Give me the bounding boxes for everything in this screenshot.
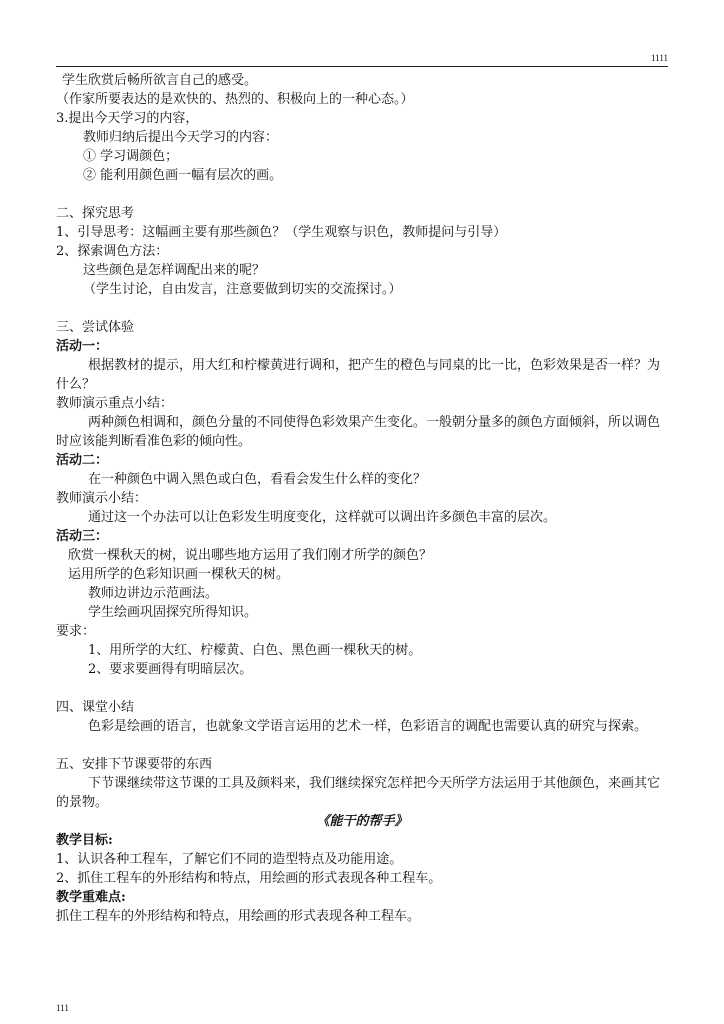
text-line: 教师边讲边示范画法。 bbox=[88, 586, 219, 601]
paragraph bbox=[56, 774, 668, 812]
text-line: 在一种颜色中调入黑色或白色，看看会发生什么样的变化？ bbox=[88, 472, 427, 487]
text-line: 1、引导思考：这幅画主要有那些颜色？（学生观察与识色，教师提问与引导） bbox=[56, 225, 507, 240]
text-line: 1、认识各种工程车，了解它们不同的造型特点及功能用途。 bbox=[56, 852, 403, 867]
header-page-number: 1111 bbox=[651, 53, 668, 63]
blank-line bbox=[56, 679, 668, 698]
blank-line bbox=[56, 736, 668, 755]
blank-line bbox=[56, 299, 668, 318]
activity-heading: 活动一： bbox=[56, 339, 109, 354]
text-line: 2、抓住工程车的外形结构和特点，用绘画的形式表现各种工程车。 bbox=[56, 871, 442, 886]
text-line: （作家所要表达的是欢快的、热烈的、积极向上的一种心态。） bbox=[56, 92, 414, 107]
text-line: 要求： bbox=[56, 624, 96, 639]
paragraph bbox=[56, 413, 668, 451]
text-line: 1、用所学的大红、柠檬黄、白色、黑色画一棵秋天的树。 bbox=[88, 643, 422, 658]
section-heading: 三、尝试体验 bbox=[56, 320, 135, 335]
document-body bbox=[56, 71, 668, 926]
paragraph-text: 色彩是绘画的语言，也就象文学语言运用的艺术一样，色彩语言的调配也需要认真的研究与探索。 bbox=[88, 719, 648, 734]
text-line: 教师演示重点小结： bbox=[56, 396, 174, 411]
lesson-title: 《能干的帮手》 bbox=[316, 814, 408, 829]
subsection-heading: 教学目标: bbox=[56, 833, 113, 848]
text-line: 这些颜色是怎样调配出来的呢？ bbox=[83, 263, 266, 278]
subsection-heading: 教学重难点: bbox=[56, 890, 126, 905]
text-line: （学生讨论，自由发言，注意要做到切实的交流探讨。） bbox=[83, 282, 402, 297]
text-line: 学生欣赏后畅所欲言自己的感受。 bbox=[62, 73, 258, 88]
activity-heading: 活动二： bbox=[56, 453, 109, 468]
section-heading: 五、安排下节课要带的东西 bbox=[56, 757, 213, 772]
paragraph bbox=[56, 356, 668, 394]
text-line: 抓住工程车的外形结构和特点，用绘画的形式表现各种工程车。 bbox=[56, 909, 421, 924]
text-line: 3.提出今天学习的内容， bbox=[56, 111, 199, 126]
text-line: ① 学习调颜色； bbox=[83, 149, 179, 164]
text-line: 欣赏一棵秋天的树，说出哪些地方运用了我们刚才所学的颜色？ bbox=[68, 548, 433, 563]
paragraph-text: 下节课继续带这节课的工具及颜料来，我们继续探究怎样把今天所学方法运用于其他颜色，来画其它的景物。 bbox=[56, 776, 661, 810]
paragraph-text: 两种颜色相调和，颜色分量的不同使得色彩效果产生变化。一般朝分量多的颜色方面倾斜，所以调色时应该能判断看准色彩的倾向性。 bbox=[56, 415, 661, 449]
text-line: 运用所学的色彩知识画一棵秋天的树。 bbox=[68, 567, 290, 582]
activity-heading: 活动三： bbox=[56, 529, 109, 544]
blank-line bbox=[56, 185, 668, 204]
text-line: 教师演示小结： bbox=[56, 491, 148, 506]
section-heading: 二、探究思考 bbox=[56, 206, 135, 221]
text-line: 通过这一个办法可以让色彩发生明度变化，这样就可以调出许多颜色丰富的层次。 bbox=[88, 510, 557, 525]
section-heading: 四、课堂小结 bbox=[56, 700, 135, 715]
text-line: 学生绘画巩固探究所得知识。 bbox=[88, 605, 258, 620]
paragraph bbox=[56, 717, 668, 736]
text-line: ② 能利用颜色画一幅有层次的画。 bbox=[83, 168, 283, 183]
page-header bbox=[56, 52, 668, 67]
text-line: 2、探索调色方法： bbox=[56, 244, 169, 259]
text-line: 2、要求要画得有明暗层次。 bbox=[88, 662, 253, 677]
footer-page-number: 111 bbox=[56, 1003, 69, 1013]
paragraph-text: 根据教材的提示，用大红和柠檬黄进行调和，把产生的橙色与同桌的比一比，色彩效果是否一样？为什么？ bbox=[56, 358, 661, 392]
text-line: 教师归纳后提出今天学习的内容： bbox=[83, 130, 279, 145]
